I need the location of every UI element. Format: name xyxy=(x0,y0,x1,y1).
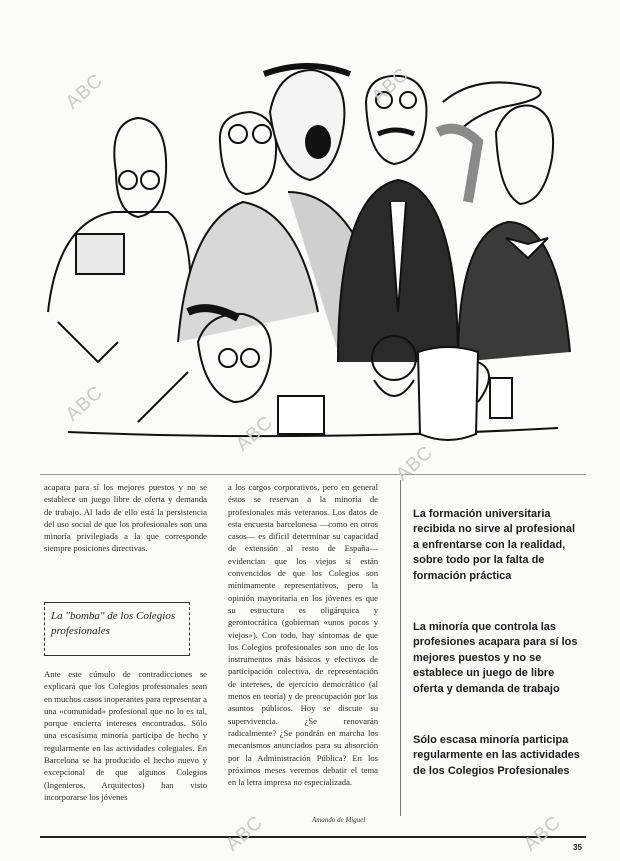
article-paragraph: a los cargos corporativos, pero en general éstos se reservan a la minoría de profesionales más veteranos. Los datos de esta encuesta barcelonesa —como en otros casos— es difícil determinar su capacidad de extensión al resto de España— evidencian que los viejos sí están convencidos de que los Colegios son mínimamente representativos, pero la opinión mayoritaria en los jóvenes es que su estructura es oligárquica y gerontocrática (gobiernan «unos pocos y viejos»). Con todo, hay síntomas de que los Colegios profesionales son uno de los instrumentos más básicos y efectivos de participación colectiva, de representación de intereses, de ejercicio democrático (al menos en teoría) y de preocupación por los asuntos públicos. Hoy se discute su supervivencia. ¿Se renovarán radicalmente? ¿Se pondrán en marcha los mecanismos anunciados para su absorción por la Administración Pública? En los próximos meses veremos debatir el tema en la letra impresa no especializada. xyxy=(228,482,378,788)
sidebar-highlights xyxy=(400,480,584,816)
author-byline: Amando de Miguel xyxy=(312,816,366,824)
figure-mustache-man xyxy=(338,76,458,362)
water-glass xyxy=(490,378,512,418)
highlight-statement: Sólo escasa minoría participa regularmente en las actividades de los Colegios Profesionales xyxy=(413,734,580,777)
section-heading-box xyxy=(44,602,190,656)
caricature-illustration xyxy=(38,62,583,470)
watermark: ABC xyxy=(232,411,278,456)
article-column-1-top xyxy=(44,481,207,555)
figure-bald-man xyxy=(48,118,191,362)
highlight-statement: La formación universitaria recibida no sirve al profesional a enfrentarse con la realidad, sobre todo por la falta de formación práctica xyxy=(413,508,575,582)
section-rule xyxy=(40,474,586,475)
watermark: ABC xyxy=(392,441,438,486)
watermark: ABC xyxy=(520,811,566,856)
water-pitcher xyxy=(418,347,478,440)
watermark: ABC xyxy=(62,381,108,426)
section-heading: La "bomba" de los Colegios profesionales xyxy=(51,610,176,637)
article-column-1-bottom xyxy=(44,668,207,803)
watermark: ABC xyxy=(62,69,108,114)
article-paragraph: Ante este cúmulo de contradicciones se explicará que los Colegios profesionales sean en muchos casos inoperantes para representar a una «comunidad» profesional que no lo es tal, porque encierra intereses encontrados. Sólo una escasísima minoría participa de hecho y regularmente en las actividades colegiales. En Barcelona se ha producido el hecho nuevo y excepcional de que algunos Colegios (Ingenieros, Arquitectos) han visto incorporarse los jóvenes xyxy=(44,669,207,802)
watermark: ABC xyxy=(222,811,268,856)
article-paragraph: acapara para sí los mejores puestos y no se establece un juego libre de oferta y demanda de trabajo. Al lado de ello está la persistencia del uso social de que los profesionales son una minoría privilegiada a la que corresponde siempre posiciones directivas. xyxy=(44,482,207,554)
desk-item xyxy=(278,396,324,434)
bottom-rule xyxy=(40,836,586,838)
page-number: 35 xyxy=(573,843,582,852)
watermark: ABC xyxy=(368,63,414,108)
highlight-statement: La minoría que controla las profesiones acapara para sí los mejores puestos y no se establece un juego de libre oferta y demanda de trabajo xyxy=(413,621,578,695)
article-column-2 xyxy=(228,481,378,788)
